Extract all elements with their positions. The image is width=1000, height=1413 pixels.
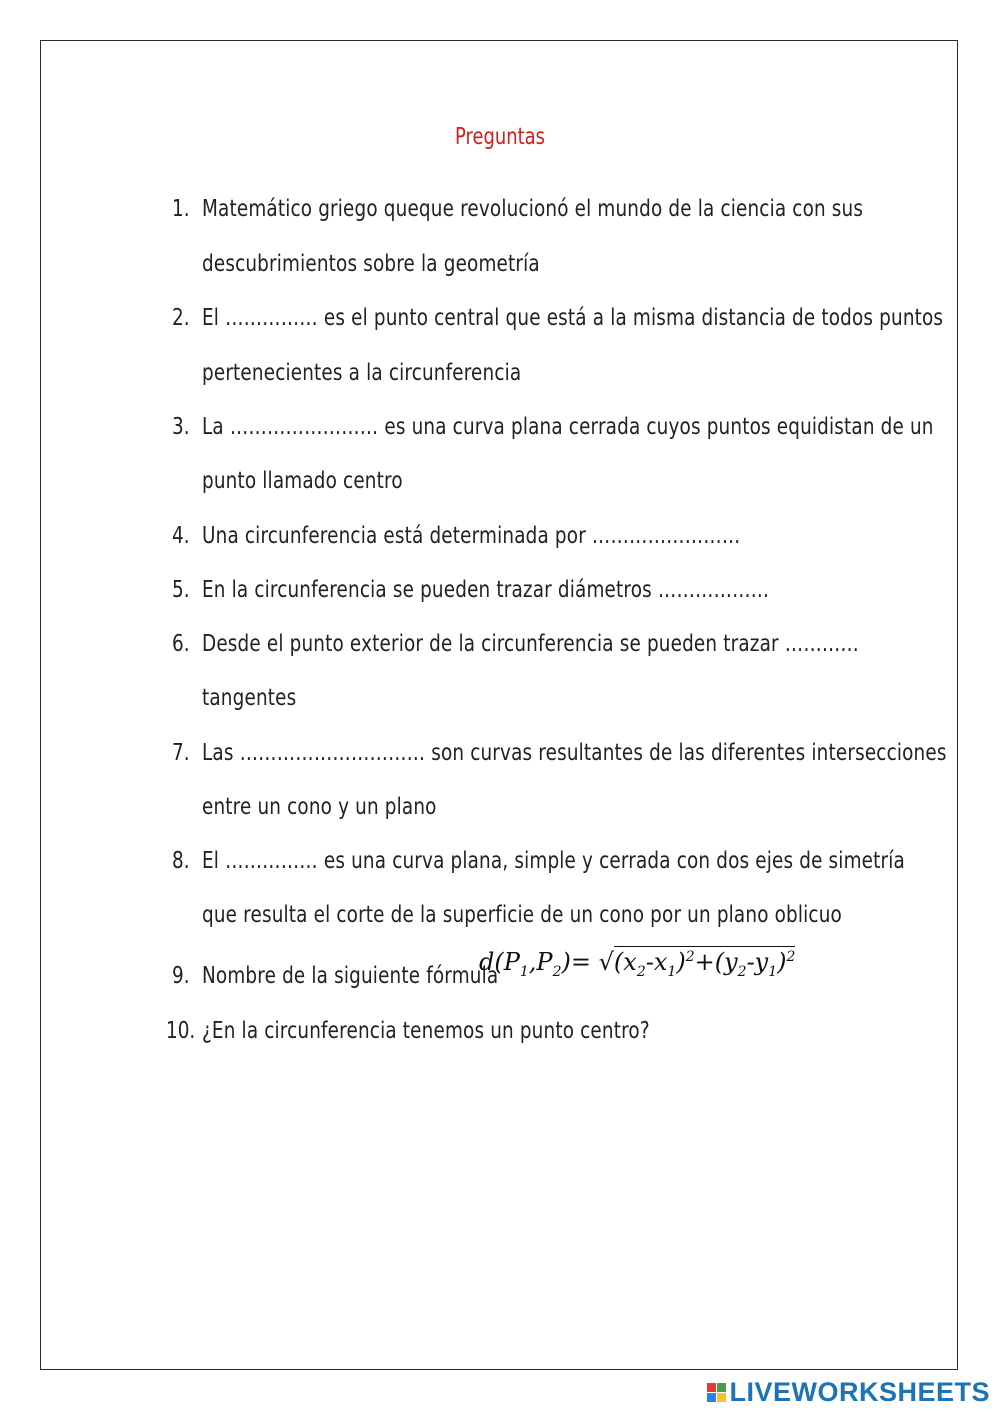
- question-9-line-1: Nombre de la siguiente fórmula: [202, 963, 499, 989]
- logo-square-blue: [707, 1393, 716, 1402]
- question-3-line-1: La …………………… es una curva plana cerrada cuyos puntos equidistan de un: [202, 414, 934, 440]
- question-10-number: 10.: [166, 1018, 196, 1044]
- formula-plus: +(y: [694, 948, 738, 976]
- question-8-line-2: que resulta el corte de la superficie de un cono por un plano oblicuo: [202, 902, 842, 928]
- formula-close-1: ): [676, 948, 686, 976]
- question-3-number: 3.: [172, 414, 190, 440]
- page-border: [40, 40, 958, 1370]
- question-4-number: 4.: [172, 523, 190, 549]
- question-2-line-2: pertenecientes a la circunferencia: [202, 360, 522, 386]
- question-2-number: 2.: [172, 305, 190, 331]
- page-title: Preguntas: [454, 124, 546, 150]
- formula-p2-sub: 2: [552, 963, 562, 980]
- question-6-line-2: tangentes: [202, 685, 297, 711]
- liveworksheets-logo: [707, 1377, 990, 1407]
- formula-minus-y1: -y: [746, 948, 769, 976]
- formula-lhs: d(P: [479, 948, 520, 976]
- distance-formula: [479, 946, 795, 980]
- formula-y1-sub: 1: [768, 963, 778, 980]
- logo-icon: [707, 1383, 726, 1402]
- question-5-line-1: En la circunferencia se pueden trazar diámetros ………………: [202, 577, 770, 603]
- question-6-number: 6.: [172, 631, 190, 657]
- question-9-number: 9.: [172, 963, 190, 989]
- formula-comma: ,P: [528, 948, 553, 976]
- formula-square-2: 2: [786, 949, 796, 965]
- question-7-line-1: Las ………………………… son curvas resultantes de las diferentes intersecciones: [202, 740, 947, 766]
- question-1-line-2: descubrimientos sobre la geometría: [202, 251, 540, 277]
- question-4-line-1: Una circunferencia está determinada por ……………………: [202, 523, 741, 549]
- question-1-line-1: Matemático griego queque revolucionó el mundo de la ciencia con sus: [202, 196, 864, 222]
- formula-close-2: ): [777, 948, 787, 976]
- formula-x1-sub: 1: [667, 963, 677, 980]
- logo-square-yellow: [717, 1393, 726, 1402]
- formula-minus-x1: -x: [645, 948, 668, 976]
- question-6-line-1: Desde el punto exterior de la circunferencia se pueden trazar …………: [202, 631, 859, 657]
- question-3-line-2: punto llamado centro: [202, 468, 403, 494]
- question-10-line-1: ¿En la circunferencia tenemos un punto centro?: [202, 1018, 650, 1044]
- formula-radicand: [614, 946, 796, 980]
- logo-square-red: [707, 1383, 716, 1392]
- question-2-line-1: El …………… es el punto central que está a la misma distancia de todos puntos: [202, 305, 944, 331]
- formula-x2: (x: [613, 948, 637, 976]
- question-7-number: 7.: [172, 740, 190, 766]
- formula-x2-sub: 2: [636, 963, 646, 980]
- question-7-line-2: entre un cono y un plano: [202, 794, 437, 820]
- formula-y2-sub: 2: [737, 963, 747, 980]
- question-8-number: 8.: [172, 848, 190, 874]
- brand-name: LIVEWORKSHEETS: [729, 1376, 990, 1407]
- logo-square-green: [717, 1383, 726, 1392]
- formula-eq: )= √: [561, 948, 614, 976]
- question-8-line-1: El …………… es una curva plana, simple y cerrada con dos ejes de simetría: [202, 848, 905, 874]
- formula-p1-sub: 1: [519, 963, 529, 980]
- formula-square-1: 2: [685, 949, 695, 965]
- question-1-number: 1.: [172, 196, 190, 222]
- question-5-number: 5.: [172, 577, 190, 603]
